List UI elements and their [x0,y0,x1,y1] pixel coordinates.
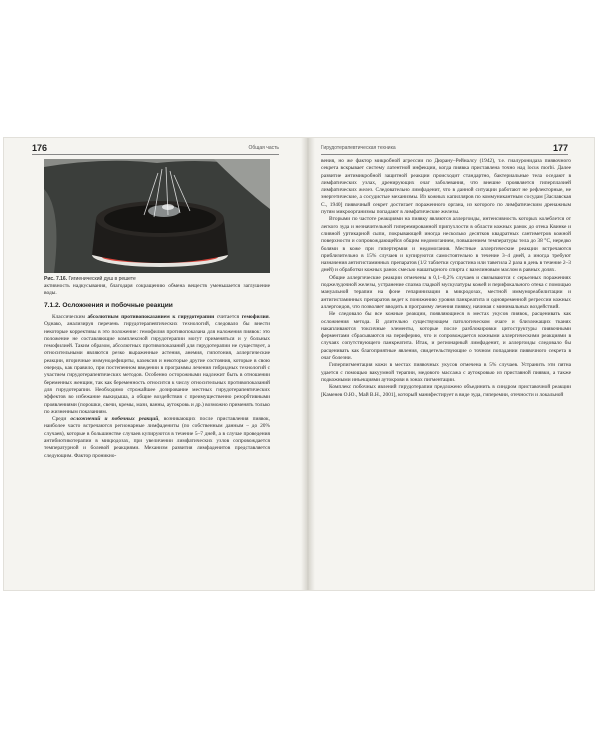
text-run: , возникающих после приставления пиявок, наиболее часто встречаются регионарные лимфадениты (по собственным данным – до 20% случаев), которые в большинстве случаев купируются в течение 5–7 дней, а в случае проведения антибиотикотерапии в микродозах, при увеличении лимфатических узлов сопровождается температурной и болевой реакциями. Механизм развития лимфаденитов представляется следующим. Фактор проникно- [44,416,270,459]
right-page-header [321,142,568,155]
book-gutter [301,138,315,590]
running-head: Общая часть [248,145,279,151]
right-body-text [321,158,571,399]
paragraph: вения, но же фактор микробной агрессии по Дюрану–Рейналсу (1942), т.е. гиалуронидаза пиявочного секрета вскрывает систему латентной инфекции, когда пиявка приставлена точно над locus morbi. Далее развитие антимикробной защитной реакции происходит стандартно, бактериальные тела оседают в лимфатических узлах, дренирующих очаг заболевания, что внешне проявляется гиперплазией лимфатических желез. Следовательно лимфаденит, что в данной ситуации работают не рефлекторные, не энергетические, а сосудистые механизмы. Из кожных капилляров по коммуникантным сосудам [Заславская С., 1940] пиявочный секрет достигает пораженного органа, из которого по лимфатическим дренажным путям микроорганизмы попадают в лимфатические железы. [321,158,571,216]
running-head: Гирудотерапевтическая техника [321,145,396,151]
left-page-header [32,142,279,155]
page-number: 176 [32,143,48,153]
figure-photo [44,159,270,273]
section-title: 7.1.2. Осложнения и побочные реакции [44,302,173,309]
bold-term: гемофилия [241,314,269,320]
left-body-text [44,314,270,460]
text-run: . Однако, анализируя перечень гирудотерапевтических технологий, следовало бы внести некоторые коррективы в это положение: гемофилия противопоказана для наложения пиявок: это положение не составляющие комплексной гирудотерапии могут применяться и у больных гемофилией. Таким образом, абсолютных противопоказаний для гирудотерапии не существует, а относительными являются резко выраженные астения, анемия, гипотония, аллергические реакции, вторичные иммунодефициты, кахексия и некоторые другие состояния, которые в свою очередь, как правило, при постепенном введении в программы лечения гибридных технологий с участием гирудотерапевтических методов. Особенно осторожными надлежит быть в отношении беременных женщин, так как беременность относится к числу относительных противопоказаний для гирудотерапии. Необходимо строжайшее дозирование местных гирудотерапевтических эффектов во избежание выкидыша, а общие воздействия с преимущественно резорбтивными проявлениями (порошки, свечи, кремы, мази, ванны, аутокровь и др.) возможно применять только по жизненным показаниям. [44,314,270,415]
paragraph [44,416,270,460]
paragraph: Гиперпигментация кожи в местах пиявочных укусов отмечена в 5% случаев. Устранить эти пятна удается с помощью вакуумной терапии, медового массажа с аутокровью из приставной пиявки, а также подкожными инъекциями аутокрови в зонах пигментации. [321,362,571,383]
left-page [4,138,301,590]
text-run: Среди [52,416,67,423]
paragraph: Общие аллергические реакции отмечены в 0,1–0,2% случаев и связываются с серьезных поражениях поджелудочной железы, устранение спазма гладкой мускулатуры кожей и перифокального отека с помощью мануальной терапии на фоне гепаринизации в микродозах, местной иммунореабилитации и антигистаминных препаратов ведет к понижению уровня панкреатита и одновременной регрессии кожных аллергоидов, что позволяет вводить в программу лечения пиявку, начиная с минимальных воздействий. [321,274,571,310]
text-run: Классическим [52,314,85,320]
right-page [315,138,594,590]
figure-label: Рис. 7.16. [44,276,68,282]
paragraph: Не следовало бы все кожные реакции, появляющиеся в местах укусов пиявок, расценивать как осложнения метода. В длительно существующем патологическом очаге и близлежащих тканях накапливаются токсичные элементы, которые после разблокировки цитоструктуры пиявочными ферментами сбрасываются на периферию, что и сопровождается кожными аллергическими реакциями в случаях сопутствующего панкреатита. Итак, и регионарный лимфаденит, и аллергоиды следовало бы расценивать как благоприятные явления, свидетельствующие о точном попадании пиявочного секрета в очаг болезни. [321,311,571,362]
bold-italic-term: осложнений и побочных реакций [70,416,159,423]
bold-term: абсолютным противопоказанием к гирудотерапии [87,314,215,320]
figure-caption-text: Гигиенический душ в решете [68,276,136,282]
paragraph: Комплекс побочных явлений гирудотерапии предложено объединить в синдром приставочной реакции [Каменев О.Ю., Май В.Н., 2001], который манифестирует в виде зуда, гиперемии, отечности и локальной [321,384,571,398]
page-number: 177 [552,143,568,153]
figure-caption [44,276,270,282]
paragraph: Вторыми по частоте реакциями на пиявку являются аллергоиды, интенсивность которых колеблется от легкого зуда и незначительной гиперемированной припухлости в области кожных ранок до отека Квинке и сливной уртикарной сыпи, покрывающей иногда несколько десятков квадратных сантиметров кожной поверхности и сопровождающейся общим недомоганием, повышением температуры тела до 38 °С, нередко болями в коже при гипертермия и недомогания. Местные аллергические реакции встречаются приблизительно в 15% случаев и купируются самостоятельно в течение 3–4 дней, а иногда требуют назначения антигистаминных препаратов (1/2 таблетки супрастина или тавегила 2 раза в день в течение 2–3 дней) и обработки кожных ранок смесью нашатырного спирта с вазелиновым маслом в равных долях. [321,216,571,274]
book-spread [4,138,594,590]
intro-paragraph: активность надкусывания, благодаря сокращению обмена веществ уменьшается заглушение воды. [44,283,270,297]
paragraph [44,314,270,416]
intro-text [44,283,270,298]
shower-photo-illustration [44,159,270,273]
text-run: считается [216,314,240,320]
